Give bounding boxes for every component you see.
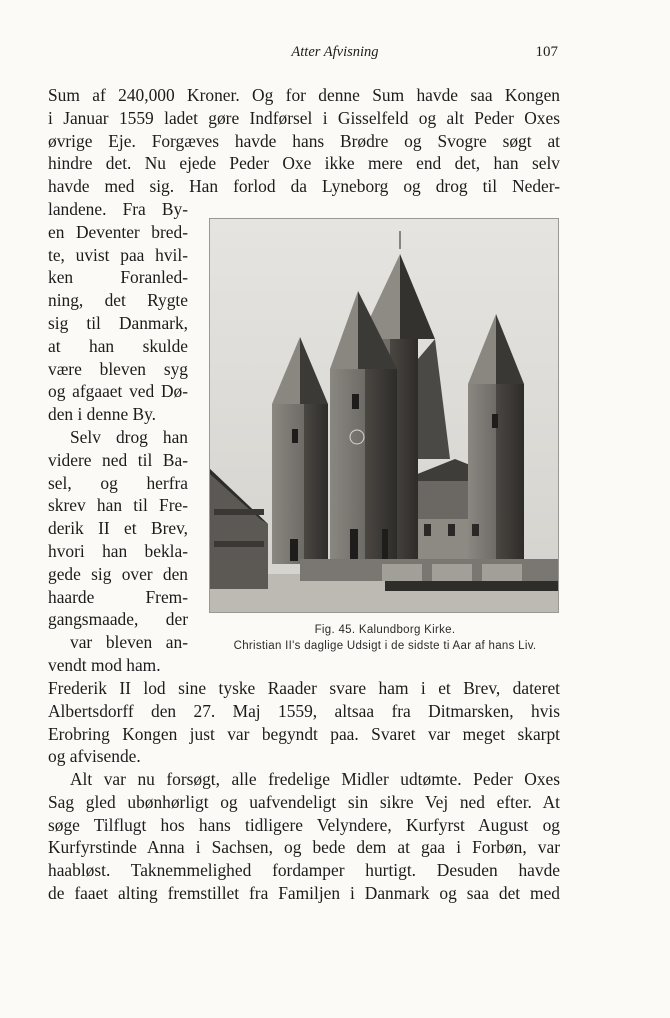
- text-line: havde med sig. Han forlod da Lyneborg og drog til Neder-: [48, 176, 560, 197]
- figure-caption-title: Fig. 45. Kalundborg Kirke.: [314, 624, 456, 636]
- text-line: derik II et Brev,: [48, 518, 188, 539]
- text-line: gangsmaade, der: [48, 609, 188, 630]
- text-line: haarde Frem-: [48, 586, 188, 607]
- page-number: 107: [535, 44, 558, 60]
- top-paragraph: [48, 84, 560, 198]
- text-line: vendt mod ham.: [48, 654, 161, 675]
- text-line: ken Foranled-: [48, 267, 188, 288]
- text-line: Kurfyrstinde Anna i Sachsen, og bede dem at gaa i Forbøn, var: [48, 837, 560, 858]
- text-line: Albertsdorff den 27. Maj 1559, altsaa fra Ditmarsken, hvis: [48, 700, 560, 721]
- text-line: videre ned til Ba-: [48, 449, 188, 470]
- wrapped-column: [48, 198, 188, 677]
- text-line: Sag gled ubønhørligt og uafvendeligt sin sikre Vej ned efter. At: [48, 791, 560, 812]
- text-line: sig til Danmark,: [48, 312, 188, 333]
- text-line: hindre det. Nu ejede Peder Oxe ikke mere end det, han selv: [48, 153, 560, 174]
- text-line: og afvisende.: [48, 746, 141, 767]
- text-line: hvori han bekla-: [48, 540, 188, 561]
- text-line: te, uvist paa hvil-: [48, 244, 188, 265]
- running-title: Atter Afvisning: [291, 44, 379, 60]
- text-line: at han skulde: [48, 335, 188, 356]
- text-line: Alt var nu forsøgt, alle fredelige Midler udtømte. Peder Oxes: [70, 769, 560, 789]
- text-line: Sum af 240,000 Kroner. Og for denne Sum havde saa Kongen: [48, 85, 560, 105]
- text-line: i Januar 1559 ladet gøre Indførsel i Gisselfeld og alt Peder Oxes: [48, 107, 560, 128]
- text-line: en Deventer bred-: [48, 221, 188, 242]
- text-line: den i denne By.: [48, 404, 157, 425]
- bottom-paragraph: [48, 677, 560, 768]
- text-line: Erobring Kongen just var begyndt paa. Svaret var meget skarpt: [48, 723, 560, 744]
- church-illustration: [210, 219, 558, 612]
- text-line: Selv drog han: [70, 426, 188, 447]
- church-figure: [209, 218, 559, 613]
- text-line: sel, og herfra: [48, 472, 188, 493]
- page-header: [0, 44, 670, 66]
- text-line: være bleven syg: [48, 358, 188, 379]
- text-line: øvrige Eje. Forgæves havde hans Brødre og Svogre søgt at: [48, 130, 560, 151]
- text-line: og afgaaet ved Dø-: [48, 381, 188, 402]
- text-line: landene. Fra By-: [48, 199, 188, 219]
- text-line: haabløst. Taknemmelighed fordamper hurtigt. Desuden havde: [48, 860, 560, 881]
- text-line: søge Tilflugt hos hans tidligere Velyndere, Kurfyrst August og: [48, 814, 560, 835]
- text-line: de faaet alting fremstillet fra Familjen i Danmark og saa det med: [48, 882, 560, 903]
- text-line: skrev han til Fre-: [48, 495, 188, 516]
- final-paragraph: [48, 768, 560, 905]
- text-line: ning, det Rygte: [48, 290, 188, 311]
- text-line: var bleven an-: [70, 632, 188, 653]
- figure-caption-text: Christian II's daglige Udsigt i de sidste ti Aar af hans Liv.: [233, 640, 537, 652]
- text-line: Frederik II lod sine tyske Raader svare ham i et Brev, dateret: [48, 678, 560, 698]
- text-line: gede sig over den: [48, 563, 188, 584]
